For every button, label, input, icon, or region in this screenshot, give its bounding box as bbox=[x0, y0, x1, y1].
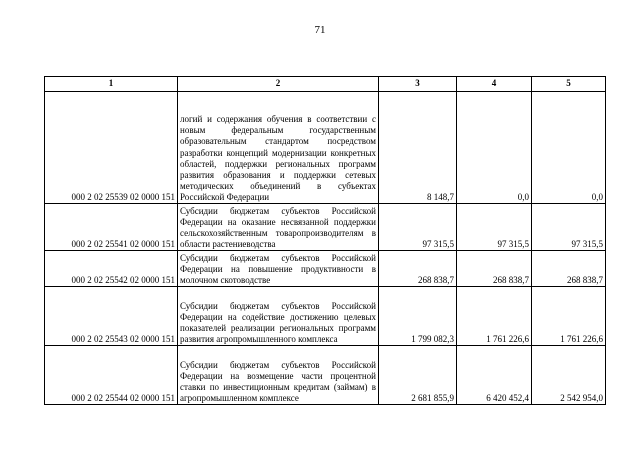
subsidy-name: логий и содержания обучения в соответствии с новым федеральным государственным образовательным стандартом посредством разработки концепций модернизации конкретных областей, поддержки региональных программ развития образования и поддержки сетевых методических объединений в субъектах Российской Федерации bbox=[178, 92, 379, 204]
amount-col-5: 1 761 226,6 bbox=[532, 287, 606, 346]
amount-col-3: 8 148,7 bbox=[379, 92, 457, 204]
subsidy-name: Субсидии бюджетам субъектов Российской Федерации на повышение продуктивности в молочном скотоводстве bbox=[178, 251, 379, 287]
amount-col-3: 97 315,5 bbox=[379, 204, 457, 251]
column-header-3: 3 bbox=[379, 77, 457, 92]
column-header-2: 2 bbox=[178, 77, 379, 92]
amount-col-3: 1 799 082,3 bbox=[379, 287, 457, 346]
amount-col-5: 0,0 bbox=[532, 92, 606, 204]
amount-col-4: 268 838,7 bbox=[457, 251, 532, 287]
budget-table bbox=[44, 76, 606, 405]
budget-code: 000 2 02 25542 02 0000 151 bbox=[45, 251, 178, 287]
budget-code: 000 2 02 25539 02 0000 151 bbox=[45, 92, 178, 204]
budget-code: 000 2 02 25543 02 0000 151 bbox=[45, 287, 178, 346]
amount-col-4: 97 315,5 bbox=[457, 204, 532, 251]
amount-col-3: 2 681 855,9 bbox=[379, 346, 457, 405]
amount-col-5: 2 542 954,0 bbox=[532, 346, 606, 405]
table-row bbox=[45, 346, 606, 405]
page-number: 71 bbox=[314, 24, 326, 36]
subsidy-name: Субсидии бюджетам субъектов Российской Федерации на возмещение части процентной ставки по инвестиционным кредитам (займам) в агропромышленном комплексе bbox=[178, 346, 379, 405]
amount-col-5: 268 838,7 bbox=[532, 251, 606, 287]
subsidy-name: Субсидии бюджетам субъектов Российской Федерации на оказание несвязанной поддержки сельскохозяйственным товаропроизводителям в области растениеводства bbox=[178, 204, 379, 251]
table-row bbox=[45, 251, 606, 287]
table-row bbox=[45, 92, 606, 204]
amount-col-5: 97 315,5 bbox=[532, 204, 606, 251]
table-row bbox=[45, 287, 606, 346]
table-header-row bbox=[45, 77, 606, 92]
column-header-5: 5 bbox=[532, 77, 606, 92]
column-header-4: 4 bbox=[457, 77, 532, 92]
amount-col-4: 0,0 bbox=[457, 92, 532, 204]
amount-col-4: 1 761 226,6 bbox=[457, 287, 532, 346]
column-header-1: 1 bbox=[45, 77, 178, 92]
table-row bbox=[45, 204, 606, 251]
amount-col-4: 6 420 452,4 bbox=[457, 346, 532, 405]
budget-code: 000 2 02 25544 02 0000 151 bbox=[45, 346, 178, 405]
amount-col-3: 268 838,7 bbox=[379, 251, 457, 287]
budget-code: 000 2 02 25541 02 0000 151 bbox=[45, 204, 178, 251]
subsidy-name: Субсидии бюджетам субъектов Российской Федерации на содействие достижению целевых показателей реализации региональных программ развития агропромышленного комплекса bbox=[178, 287, 379, 346]
